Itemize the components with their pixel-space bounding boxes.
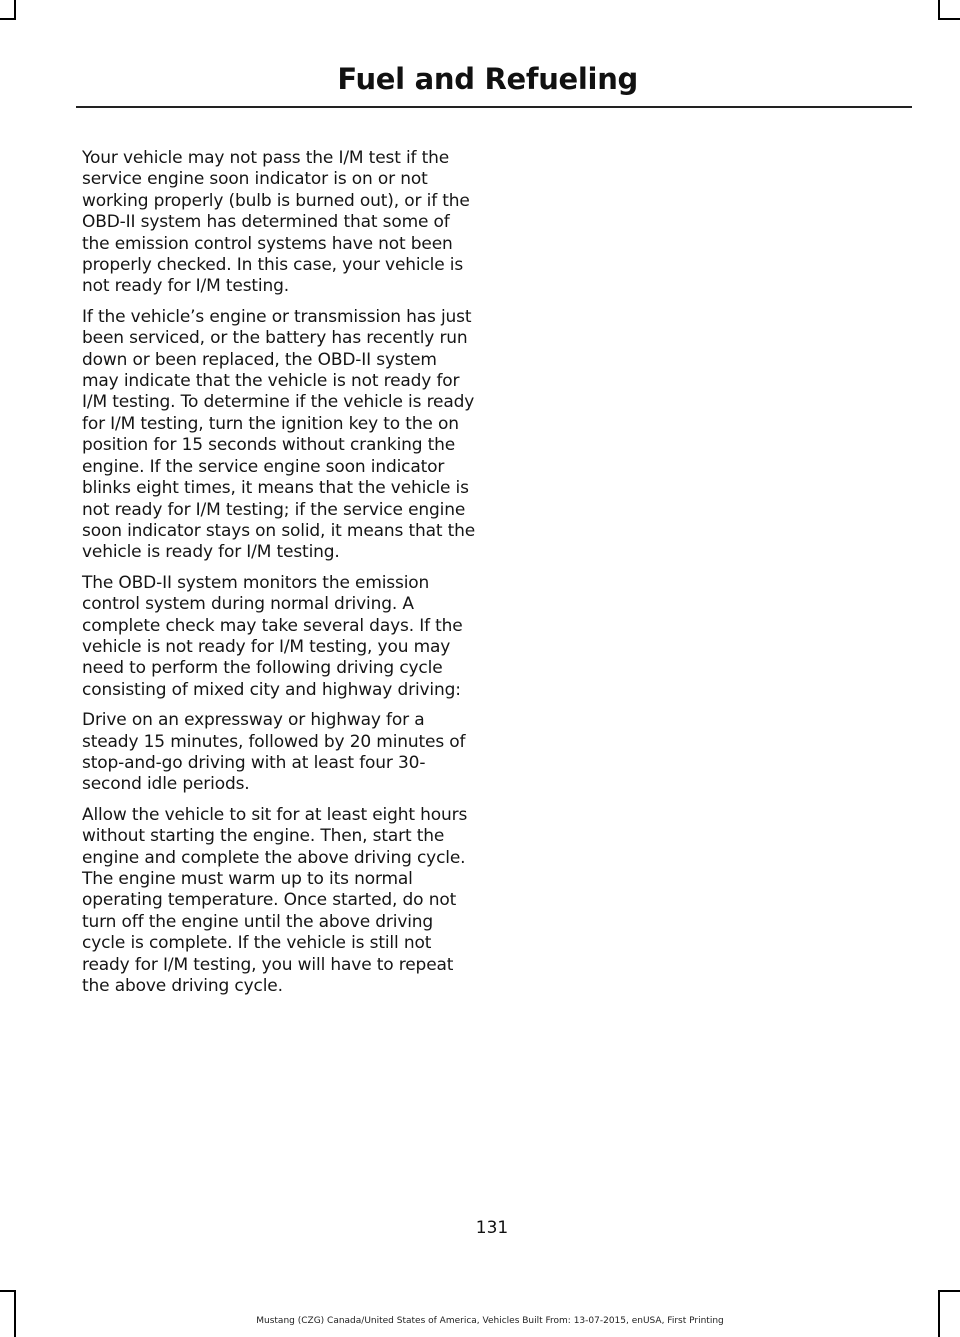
crop-mark-top-left xyxy=(0,18,16,20)
paragraph-im-test: Your vehicle may not pass the I/M test if the service engine soon indicator is on or not working properly (bulb is burned out), or if the OBD-II system has determined that some of the emission control systems have not been properly checked. In this case, your vehicle is not ready for I/M testing. xyxy=(82,148,470,297)
crop-mark-bottom-left xyxy=(14,1290,16,1337)
header-divider xyxy=(76,106,912,108)
footer-edition-text: Mustang (CZG) Canada/United States of America, Vehicles Built From: 13-07-2015, enUSA, First Printing xyxy=(256,1316,724,1326)
crop-mark-top-left xyxy=(14,0,16,20)
paragraph-highway-drive: Drive on an expressway or highway for a steady 15 minutes, followed by 20 minutes of stop-and-go driving with at least four 30-second idle periods. xyxy=(82,710,466,795)
crop-mark-bottom-right xyxy=(938,1290,960,1292)
crop-mark-bottom-right xyxy=(938,1290,940,1337)
crop-mark-bottom-left xyxy=(0,1290,16,1292)
section-title: Fuel and Refueling xyxy=(337,62,638,96)
paragraph-obd-monitoring: The OBD-II system monitors the emission control system during normal driving. A complete check may take several days. If the vehicle is not ready for I/M testing, you may need to perform the following driving cycle consisting of mixed city and highway driving: xyxy=(82,572,463,700)
paragraph-sit-and-repeat: Allow the vehicle to sit for at least eight hours without starting the engine. Then, start the engine and complete the above driving cycle. The engine must warm up to its normal operating temperature. Once started, do not turn off the engine until the above driving cycle is complete. If the vehicle is still not ready for I/M testing, you will have to repeat the above driving cycle. xyxy=(82,804,468,997)
page-number: 131 xyxy=(475,1218,509,1238)
body-column xyxy=(82,148,476,1006)
crop-mark-top-right xyxy=(938,0,940,20)
crop-mark-top-right xyxy=(938,18,960,20)
paragraph-readiness-check: If the vehicle’s engine or transmission has just been serviced, or the battery has recently run down or been replaced, the OBD-II system may indicate that the vehicle is not ready for I/M testing. To determine if the vehicle is ready for I/M testing, turn the ignition key to the on position for 15 seconds without cranking the engine. If the service engine soon indicator blinks eight times, it means that the vehicle is not ready for I/M testing; if the service engine soon indicator stays on solid, it means that the vehicle is ready for I/M testing. xyxy=(82,306,476,563)
